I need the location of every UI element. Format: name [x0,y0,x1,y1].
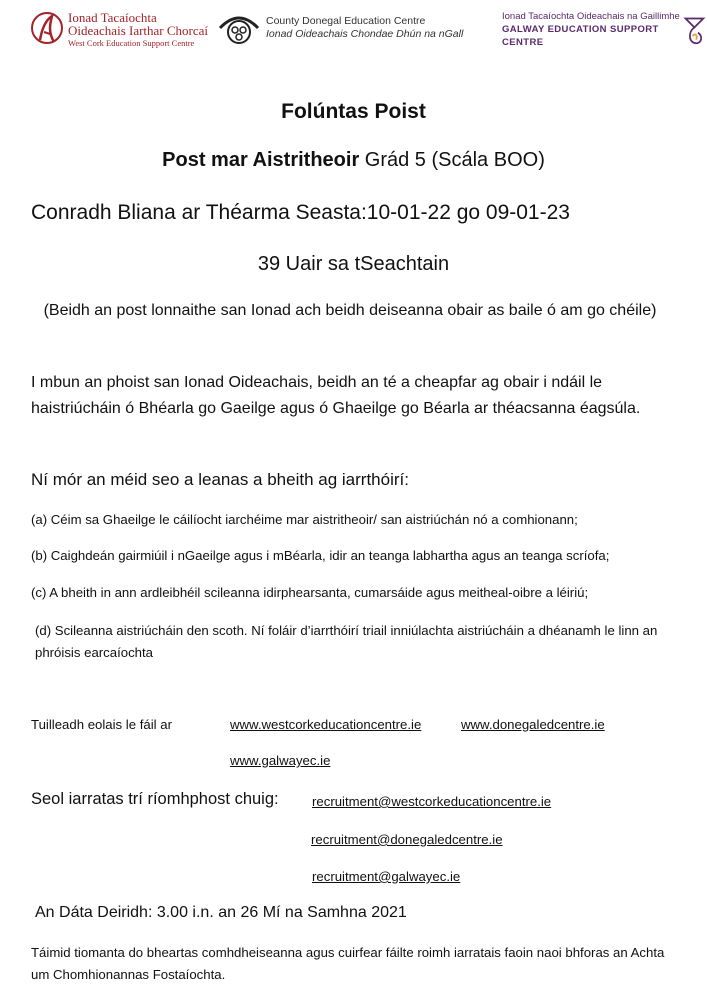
galway-logo-line2: GALWAY EDUCATION SUPPORT CENTRE [502,24,659,48]
more-info-label: Tuilleadh eolais le fáil ar [31,717,172,732]
header [0,0,707,60]
email-galway[interactable]: recruitment@galwayec.ie [312,869,461,884]
deadline-line: An Dáta Deiridh: 3.00 i.n. an 26 Mí na Samhna 2021 [35,904,407,921]
galway-emblem-icon [682,11,707,49]
galway-logo [502,10,707,49]
post-title [0,149,707,172]
donegal-logo-line1: County Donegal Education Centre [266,15,426,27]
apply-label: Seol iarratas trí ríomhphost chuig: [31,790,279,808]
donegal-logo [218,10,463,46]
requirements-heading: Ní mór an méid seo a leanas a bheith ag iarrthóirí: [31,470,409,489]
west-cork-emblem-icon [30,10,64,50]
west-cork-logo-line3: West Cork Education Support Centre [68,37,195,48]
location-note: (Beidh an post lonnaithe san Ionad ach beidh deiseanna obair as baile ó am go chéile) [43,302,657,319]
requirement-a: (a) Céim sa Ghaeilge le cáilíocht iarchéime mar aistritheoir/ san aistriúchán nó a comhionann; [31,512,578,527]
link-westcork[interactable]: www.westcorkeducationcentre.ie [230,717,422,732]
contract-line: Conradh Bliana ar Théarma Seasta:10-01-22 go 09-01-23 [31,201,570,224]
equality-statement: Táimid tiomanta do bheartas comhdheiseanna agus cuirfear fáilte roimh iarratais faoin naoi bhforas an Achta um Chomhionannas Fostaíochta. [31,945,665,982]
intro-paragraph: I mbun an phoist san Ionad Oideachais, beidh an té a cheapfar ag obair i ndáil le haistriúcháin ó Bhéarla go Gaeilge agus ó Ghaeilge go Béarla ar théacsanna éagsúla. [31,374,641,417]
donegal-logo-line2: Ionad Oideachais Chondae Dhún na nGall [266,28,464,40]
hours-line: 39 Uair sa tSeachtain [257,253,450,275]
email-westcork[interactable]: recruitment@westcorkeducationcentre.ie [312,794,552,809]
requirement-d: (d) Scileanna aistriúcháin den scoth. Ní foláir d’iarrthóirí triail inniúlachta aistriúcháin a dhéanamh le linn an phróisis earcaíochta [35,623,658,660]
requirement-b: (b) Caighdeán gairmiúil i nGaeilge agus i mBéarla, idir an teanga labhartha agus an teanga scríofa; [31,548,610,563]
post-title-grade: Grád 5 (Scála BOO) [359,149,545,171]
donegal-emblem-icon [218,10,260,46]
west-cork-logo-line1: Ionad Tacaíochta [68,9,157,25]
west-cork-logo-line2: Oideachais Iarthar Chorcaí [68,22,209,38]
email-donegal[interactable]: recruitment@donegaledcentre.ie [311,832,503,847]
link-galway[interactable]: www.galwayec.ie [230,753,331,768]
page-title: Folúntas Poist [281,100,426,123]
west-cork-logo [30,10,208,50]
link-donegal[interactable]: www.donegaledcentre.ie [461,717,605,732]
galway-logo-line1: Ionad Tacaíochta Oideachais na Gaillimhe [502,11,680,22]
post-title-bold: Post mar Aistritheoir [162,149,360,171]
requirement-c: (c) A bheith in ann ardleibhéil scileanna idirphearsanta, cumarsáide agus meitheal-oibre a léiriú; [31,585,589,600]
